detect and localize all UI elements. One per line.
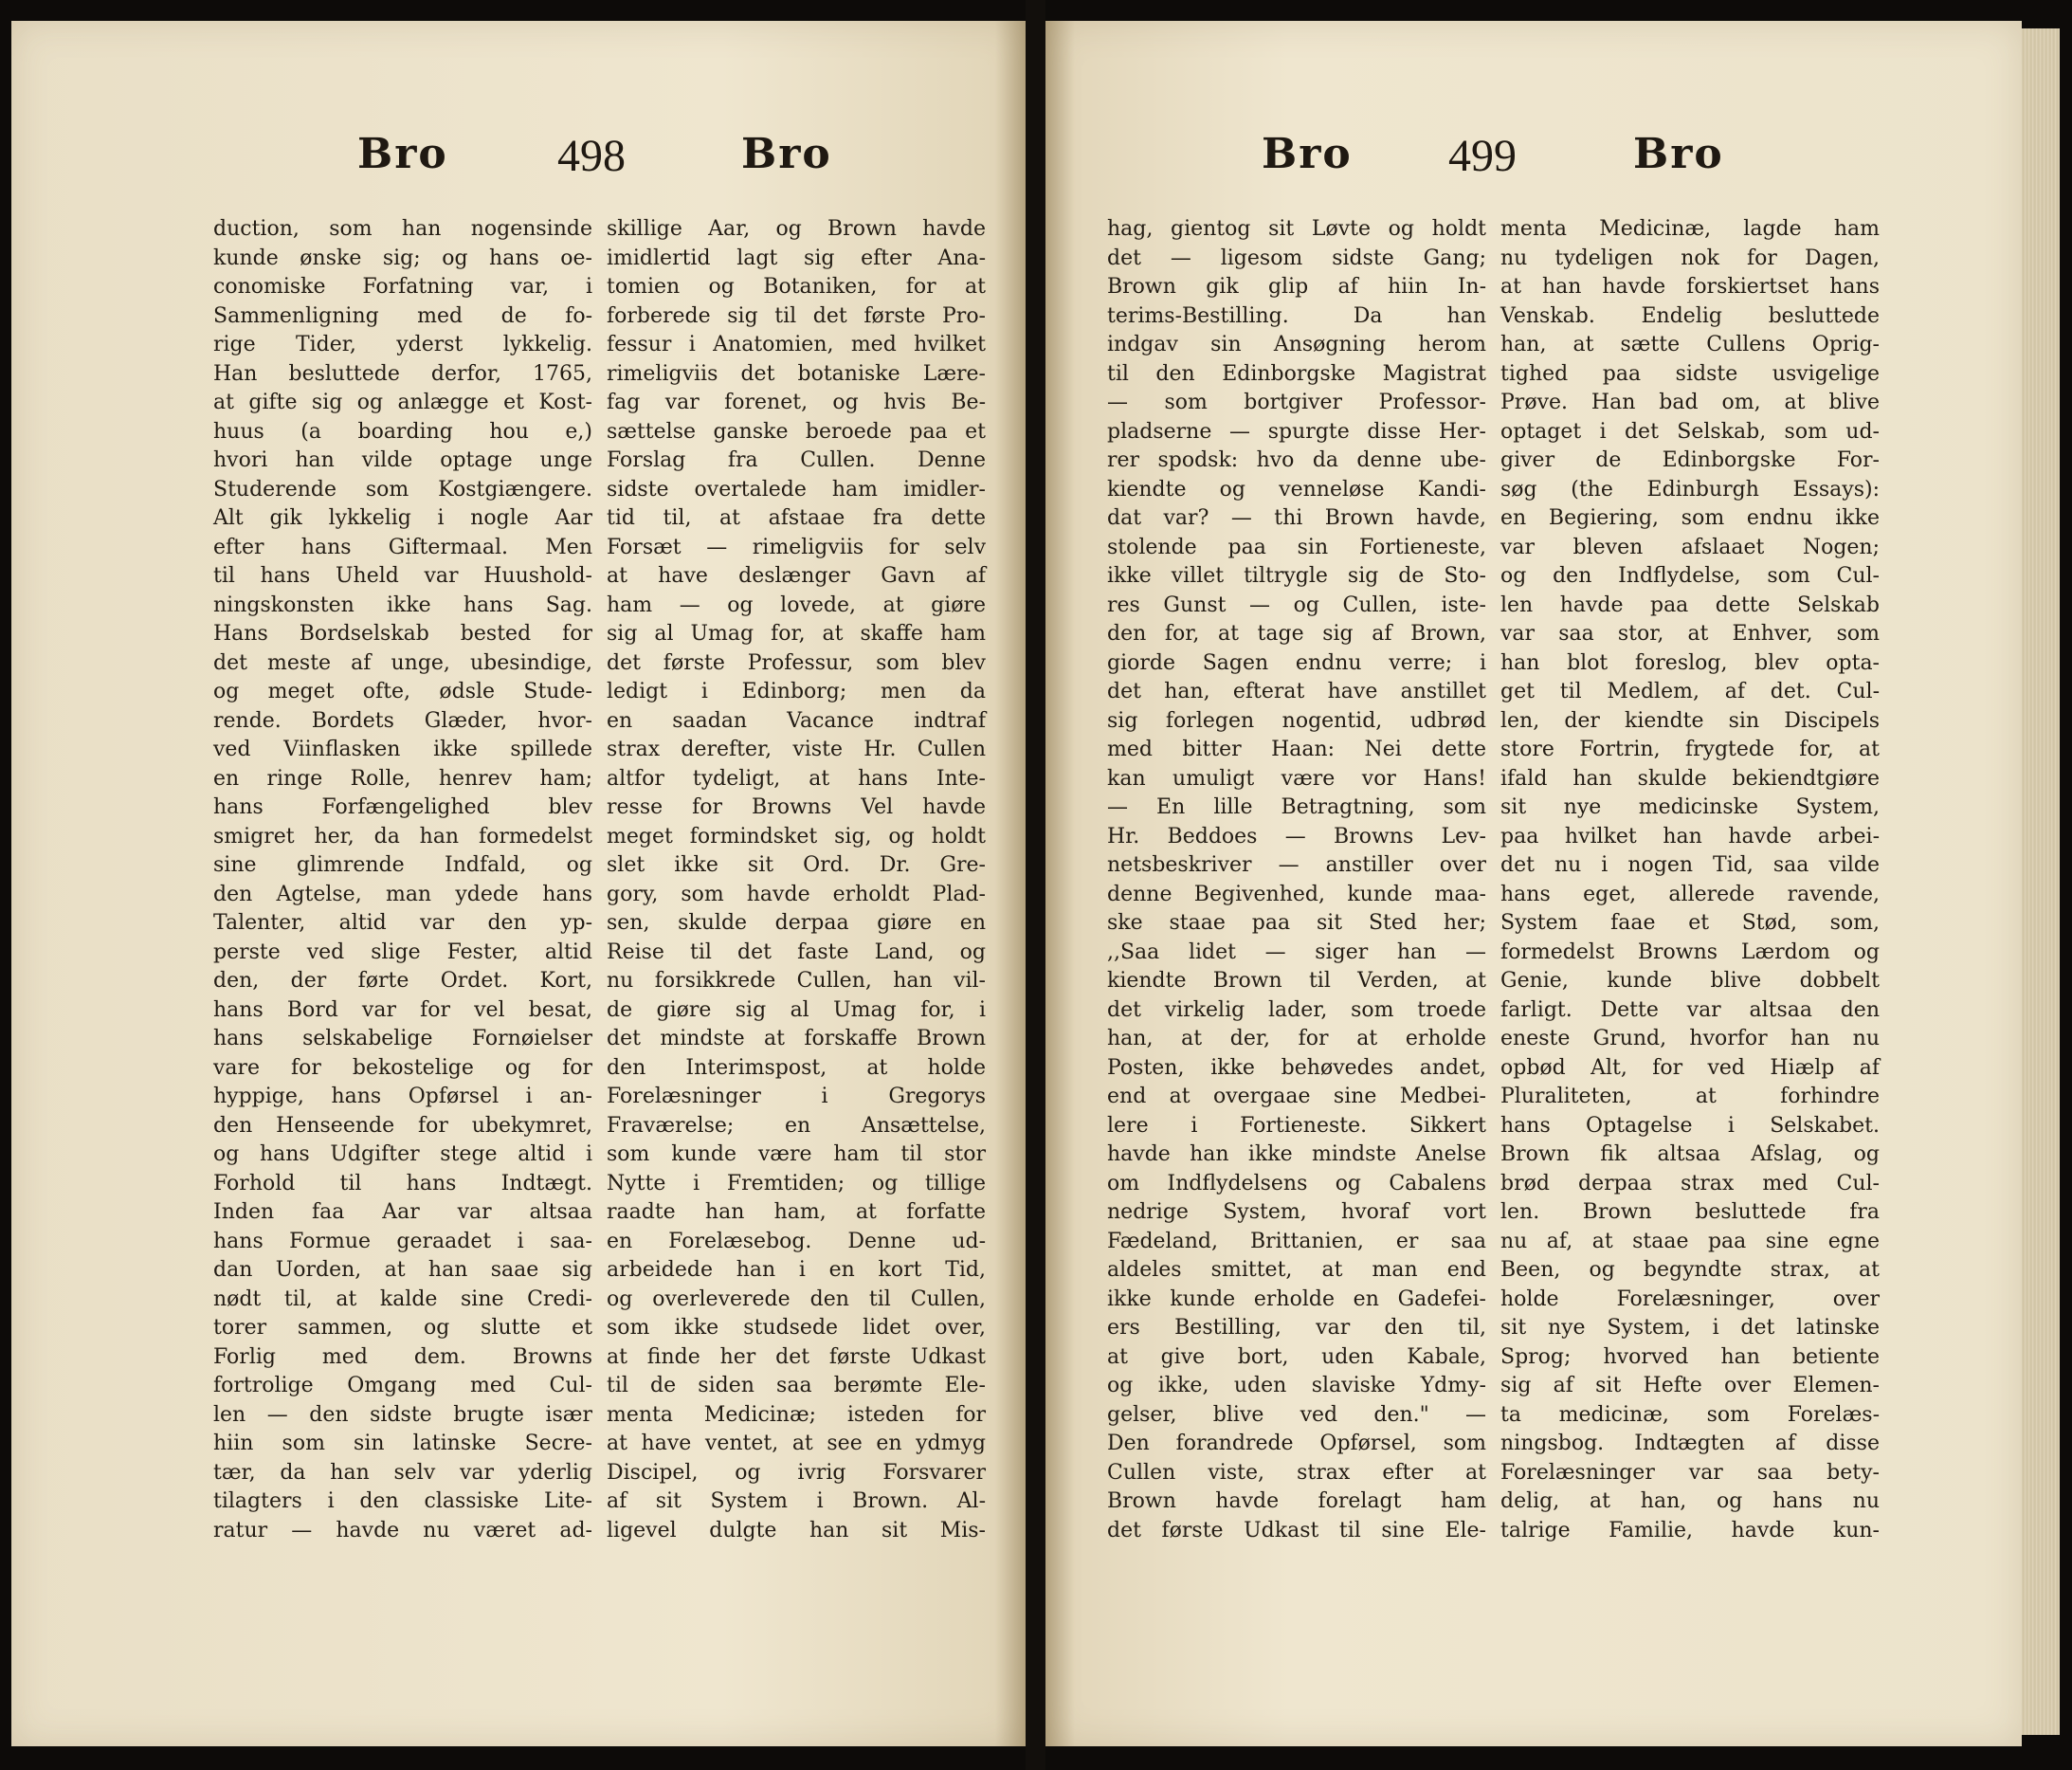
- text-line: sig forlegen nogentid, udbrød: [1107, 708, 1486, 733]
- text-line: som kunde være ham til stor: [607, 1142, 986, 1166]
- text-line: at have deslænger Gavn af: [607, 564, 986, 588]
- text-line: af sit System i Brown. Al-: [607, 1489, 986, 1513]
- text-line: sidste overtalede ham imidler-: [607, 477, 986, 502]
- text-line: den Interimspost, at holde: [607, 1055, 986, 1080]
- text-line: nu tydeligen nok for Dagen,: [1500, 246, 1880, 270]
- text-line: giver de Edinborgske For-: [1500, 448, 1880, 472]
- text-line: tilagters i den classiske Lite-: [213, 1489, 592, 1513]
- text-line: hans selskabelige Fornøielser: [213, 1027, 592, 1050]
- text-line: havde han ikke mindste Anelse: [1107, 1142, 1486, 1166]
- text-line: Discipel, og ivrig Forsvarer: [607, 1460, 986, 1485]
- text-line: hans Optagelse i Selskabet.: [1500, 1113, 1880, 1138]
- text-line: conomiske Forfatning var, i: [213, 275, 592, 299]
- text-line: slet ikke sit Ord. Dr. Gre-: [607, 853, 986, 877]
- text-line: en saadan Vacance indtraf: [607, 708, 986, 733]
- text-line: kan umuligt være vor Hans!: [1107, 766, 1486, 791]
- text-line: en ringe Rolle, henrev ham;: [213, 766, 592, 791]
- text-line: Forelæsninger var saa bety-: [1500, 1460, 1880, 1485]
- text-line: den for, at tage sig af Brown,: [1107, 622, 1486, 646]
- text-line: Genie, kunde blive dobbelt: [1500, 969, 1880, 993]
- text-line: og hans Udgifter stege altid i: [213, 1142, 592, 1166]
- text-line: at gifte sig og anlægge et Kost-: [213, 391, 592, 414]
- text-line: at finde her det første Udkast: [607, 1344, 986, 1369]
- page-edges: [2022, 28, 2060, 1735]
- text-line: ske staae paa sit Sted her;: [1107, 911, 1486, 935]
- text-line: ningskonsten ikke hans Sag.: [213, 593, 592, 617]
- text-line: optaget i det Selskab, som ud-: [1500, 419, 1880, 444]
- text-line: Venskab. Endelig besluttede: [1500, 303, 1880, 328]
- text-line: Prøve. Han bad om, at blive: [1500, 391, 1880, 414]
- text-line: Fraværelse; en Ansættelse,: [607, 1113, 986, 1138]
- text-line: Forslag fra Cullen. Denne: [607, 448, 986, 472]
- text-line: sen, skulde derpaa giøre en: [607, 911, 986, 935]
- text-line: sit nye medicinske System,: [1500, 795, 1880, 819]
- text-line: end at overgaae sine Medbei-: [1107, 1085, 1486, 1108]
- text-line: Sprog; hvorved han betiente: [1500, 1344, 1880, 1369]
- text-line: lere i Fortieneste. Sikkert: [1107, 1113, 1486, 1138]
- text-line: nødt til, at kalde sine Credi-: [213, 1286, 592, 1311]
- header-word-right: Bro: [741, 130, 832, 178]
- running-header: [11, 130, 1026, 196]
- text-line: len havde paa dette Selskab: [1500, 593, 1880, 617]
- right-page: [1045, 21, 2022, 1746]
- text-line: meget formindsket sig, og holdt: [607, 824, 986, 849]
- header-word-left: Bro: [357, 130, 448, 178]
- text-line: ifald han skulde bekiendtgiøre: [1500, 766, 1880, 791]
- text-line: imidlertid lagt sig efter Ana-: [607, 246, 986, 270]
- text-line: tomien og Botaniken, for at: [607, 275, 986, 299]
- text-line: tær, da han selv var yderlig: [213, 1460, 592, 1485]
- text-line: perste ved slige Fester, altid: [213, 940, 592, 964]
- text-line: en Forelæsebog. Denne ud-: [607, 1229, 986, 1253]
- text-line: rimeligviis det botaniske Lære-: [607, 361, 986, 386]
- text-line: altfor tydeligt, at hans Inte-: [607, 766, 986, 791]
- page-number: 498: [557, 131, 626, 181]
- text-line: Hans Bordselskab bested for: [213, 622, 592, 646]
- text-line: forberede sig til det første Pro-: [607, 303, 986, 328]
- text-line: Han besluttede derfor, 1765,: [213, 361, 592, 386]
- text-line: Nytte i Fremtiden; og tillige: [607, 1171, 986, 1195]
- text-line: ratur — havde nu været ad-: [213, 1518, 592, 1542]
- text-line: Brown gik glip af hiin In-: [1107, 275, 1486, 299]
- text-line: skillige Aar, og Brown havde: [607, 217, 986, 241]
- text-line: om Indflydelsens og Cabalens: [1107, 1171, 1486, 1195]
- text-line: hans eget, allerede ravende,: [1500, 882, 1880, 906]
- text-line: Fædeland, Brittanien, er saa: [1107, 1229, 1486, 1253]
- text-line: og den Indflydelse, som Cul-: [1500, 564, 1880, 588]
- text-line: sine glimrende Indfald, og: [213, 853, 592, 877]
- text-line: han, at der, for at erholde: [1107, 1027, 1486, 1050]
- text-line: han blot foreslog, blev opta-: [1500, 650, 1880, 675]
- text-line: fag var forenet, og hvis Be-: [607, 391, 986, 414]
- text-line: paa hvilket han havde arbei-: [1500, 824, 1880, 849]
- text-column: [607, 215, 986, 1545]
- text-line: ers Bestilling, var den til,: [1107, 1316, 1486, 1340]
- text-line: smigret her, da han formedelst: [213, 824, 592, 849]
- text-line: Forsæt — rimeligviis for selv: [607, 535, 986, 559]
- text-column: [1107, 215, 1486, 1545]
- text-line: Reise til det faste Land, og: [607, 940, 986, 964]
- text-line: indgav sin Ansøgning herom: [1107, 333, 1486, 356]
- text-line: han, at sætte Cullens Oprig-: [1500, 333, 1880, 356]
- header-word-left: Bro: [1262, 130, 1353, 178]
- text-line: Been, og begyndte strax, at: [1500, 1258, 1880, 1282]
- text-line: kiendte Brown til Verden, at: [1107, 969, 1486, 993]
- text-line: sig al Umag for, at skaffe ham: [607, 622, 986, 646]
- text-line: get til Medlem, af det. Cul-: [1500, 680, 1880, 703]
- text-line: til de siden saa berømte Ele-: [607, 1374, 986, 1397]
- text-line: Pluraliteten, at forhindre: [1500, 1085, 1880, 1108]
- text-line: det — ligesom sidste Gang;: [1107, 246, 1486, 270]
- text-line: Brown havde forelagt ham: [1107, 1489, 1486, 1513]
- text-line: eneste Grund, hvorfor han nu: [1500, 1027, 1880, 1050]
- text-line: det første Udkast til sine Ele-: [1107, 1518, 1486, 1542]
- text-line: rende. Bordets Glæder, hvor-: [213, 708, 592, 733]
- text-line: ham — og lovede, at giøre: [607, 593, 986, 617]
- text-line: til den Edinborgske Magistrat: [1107, 361, 1486, 386]
- text-line: vare for bekostelige og for: [213, 1055, 592, 1080]
- text-line: fortrolige Omgang med Cul-: [213, 1374, 592, 1397]
- text-line: og overleverede den til Cullen,: [607, 1286, 986, 1311]
- running-header: [1045, 130, 2022, 196]
- book-gutter: [1026, 0, 1045, 1770]
- text-line: resse for Browns Vel havde: [607, 795, 986, 819]
- text-line: huus (a boarding hou e,): [213, 419, 592, 444]
- text-line: med bitter Haan: Nei dette: [1107, 738, 1486, 761]
- text-line: kiendte og venneløse Kandi-: [1107, 477, 1486, 502]
- text-line: netsbeskriver — anstiller over: [1107, 853, 1486, 877]
- text-line: hvori han vilde optage unge: [213, 448, 592, 472]
- text-line: var saa stor, at Enhver, som: [1500, 622, 1880, 646]
- text-line: søg (the Edinburgh Essays):: [1500, 477, 1880, 502]
- text-line: aldeles smittet, at man end: [1107, 1258, 1486, 1282]
- text-line: ikke kunde erholde en Gadefei-: [1107, 1286, 1486, 1311]
- text-line: en Begiering, som endnu ikke: [1500, 506, 1880, 530]
- text-line: og ikke, uden slaviske Ydmy-: [1107, 1374, 1486, 1397]
- text-line: delig, at han, og hans nu: [1500, 1489, 1880, 1513]
- text-line: tighed paa sidste usvigelige: [1500, 361, 1880, 386]
- text-line: Forelæsninger i Gregorys: [607, 1085, 986, 1108]
- text-line: pladserne — spurgte disse Her-: [1107, 419, 1486, 444]
- text-line: Sammenligning med de fo-: [213, 303, 592, 328]
- left-page: [11, 21, 1026, 1746]
- text-line: Talenter, altid var den yp-: [213, 911, 592, 935]
- text-line: sættelse ganske beroede paa et: [607, 419, 986, 444]
- text-line: Forlig med dem. Browns: [213, 1344, 592, 1369]
- text-line: det nu i nogen Tid, saa vilde: [1500, 853, 1880, 877]
- text-line: som ikke studsede lidet over,: [607, 1316, 986, 1340]
- text-line: giorde Sagen endnu verre; i: [1107, 650, 1486, 675]
- text-line: opbød Alt, for ved Hiælp af: [1500, 1055, 1880, 1080]
- text-line: kunde ønske sig; og hans oe-: [213, 246, 592, 270]
- text-line: det første Professur, som blev: [607, 650, 986, 675]
- text-line: sit nye System, i det latinske: [1500, 1316, 1880, 1340]
- text-line: ligevel dulgte han sit Mis-: [607, 1518, 986, 1542]
- text-line: len — den sidste brugte især: [213, 1402, 592, 1427]
- text-line: duction, som han nogensinde: [213, 217, 592, 241]
- text-line: tid til, at afstaae fra dette: [607, 506, 986, 530]
- text-line: len. Brown besluttede fra: [1500, 1200, 1880, 1224]
- text-line: nedrige System, hvoraf vort: [1107, 1200, 1486, 1224]
- text-line: hyppige, hans Opførsel i an-: [213, 1085, 592, 1108]
- text-line: terims-Bestilling. Da han: [1107, 303, 1486, 328]
- text-line: det han, efterat have anstillet: [1107, 680, 1486, 703]
- text-line: menta Medicinæ, lagde ham: [1500, 217, 1880, 241]
- text-line: var bleven afslaaet Nogen;: [1500, 535, 1880, 559]
- text-line: dan Uorden, at han saae sig: [213, 1258, 592, 1282]
- text-line: Brown fik altsaa Afslag, og: [1500, 1142, 1880, 1166]
- text-line: det virkelig lader, som troede: [1107, 997, 1486, 1022]
- text-line: strax derefter, viste Hr. Cullen: [607, 738, 986, 761]
- text-line: ikke villet tiltrygle sig de Sto-: [1107, 564, 1486, 588]
- text-line: det meste af unge, ubesindige,: [213, 650, 592, 675]
- text-line: Alt gik lykkelig i nogle Aar: [213, 506, 592, 530]
- text-line: hans Forfængelighed blev: [213, 795, 592, 819]
- text-line: at give bort, uden Kabale,: [1107, 1344, 1486, 1369]
- text-line: nu forsikkrede Cullen, han vil-: [607, 969, 986, 993]
- text-line: det mindste at forskaffe Brown: [607, 1027, 986, 1050]
- header-word-right: Bro: [1633, 130, 1724, 178]
- text-line: formedelst Browns Lærdom og: [1500, 940, 1880, 964]
- text-line: arbeidede han i en kort Tid,: [607, 1258, 986, 1282]
- text-line: Hr. Beddoes — Browns Lev-: [1107, 824, 1486, 849]
- text-line: ta medicinæ, som Forelæs-: [1500, 1402, 1880, 1427]
- text-line: den, der førte Ordet. Kort,: [213, 969, 592, 993]
- text-line: stolende paa sin Fortieneste,: [1107, 535, 1486, 559]
- text-line: — som bortgiver Professor-: [1107, 391, 1486, 414]
- text-line: hag, gientog sit Løvte og holdt: [1107, 217, 1486, 241]
- page-number: 499: [1448, 131, 1517, 181]
- text-line: holde Forelæsninger, over: [1500, 1286, 1880, 1311]
- text-line: ledigt i Edinborg; men da: [607, 680, 986, 703]
- text-line: rer spodsk: hvo da denne ube-: [1107, 448, 1486, 472]
- text-line: den Henseende for ubekymret,: [213, 1113, 592, 1138]
- text-line: dat var? — thi Brown havde,: [1107, 506, 1486, 530]
- text-line: nu af, at staae paa sine egne: [1500, 1229, 1880, 1253]
- text-line: Cullen viste, strax efter at: [1107, 1460, 1486, 1485]
- text-line: Studerende som Kostgiængere.: [213, 477, 592, 502]
- text-line: efter hans Giftermaal. Men: [213, 535, 592, 559]
- text-line: rige Tider, yderst lykkelig.: [213, 333, 592, 356]
- text-line: raadte han ham, at forfatte: [607, 1200, 986, 1224]
- text-line: Forhold til hans Indtægt.: [213, 1171, 592, 1195]
- text-line: den Agtelse, man ydede hans: [213, 882, 592, 906]
- text-line: at have ventet, at see en ydmyg: [607, 1432, 986, 1455]
- text-line: ,,Saa lidet — siger han —: [1107, 940, 1486, 964]
- text-line: gelser, blive ved den." —: [1107, 1402, 1486, 1427]
- text-line: hans Bord var for vel besat,: [213, 997, 592, 1022]
- text-line: torer sammen, og slutte et: [213, 1316, 592, 1340]
- text-line: brød derpaa strax med Cul-: [1500, 1171, 1880, 1195]
- text-line: og meget ofte, ødsle Stude-: [213, 680, 592, 703]
- text-line: ningsbog. Indtægten af disse: [1500, 1432, 1880, 1455]
- text-line: til hans Uheld var Huushold-: [213, 564, 592, 588]
- text-column: [213, 215, 592, 1545]
- text-line: talrige Familie, havde kun-: [1500, 1518, 1880, 1542]
- text-line: de giøre sig al Umag for, i: [607, 997, 986, 1022]
- text-line: ved Viinflasken ikke spillede: [213, 738, 592, 761]
- text-line: store Fortrin, frygtede for, at: [1500, 738, 1880, 761]
- text-line: at han havde forskiertset hans: [1500, 275, 1880, 299]
- text-line: farligt. Dette var altsaa den: [1500, 997, 1880, 1022]
- text-line: hiin som sin latinske Secre-: [213, 1432, 592, 1455]
- text-line: Posten, ikke behøvedes andet,: [1107, 1055, 1486, 1080]
- text-line: Den forandrede Opførsel, som: [1107, 1432, 1486, 1455]
- text-line: gory, som havde erholdt Plad-: [607, 882, 986, 906]
- text-column: [1500, 215, 1880, 1545]
- text-line: System faae et Stød, som,: [1500, 911, 1880, 935]
- text-line: len, der kiendte sin Discipels: [1500, 708, 1880, 733]
- text-line: Inden faa Aar var altsaa: [213, 1200, 592, 1224]
- text-line: menta Medicinæ; isteden for: [607, 1402, 986, 1427]
- text-line: res Gunst — og Cullen, iste-: [1107, 593, 1486, 617]
- text-line: fessur i Anatomien, med hvilket: [607, 333, 986, 356]
- text-line: hans Formue geraadet i saa-: [213, 1229, 592, 1253]
- text-line: denne Begivenhed, kunde maa-: [1107, 882, 1486, 906]
- text-line: sig af sit Hefte over Elemen-: [1500, 1374, 1880, 1397]
- text-line: — En lille Betragtning, som: [1107, 795, 1486, 819]
